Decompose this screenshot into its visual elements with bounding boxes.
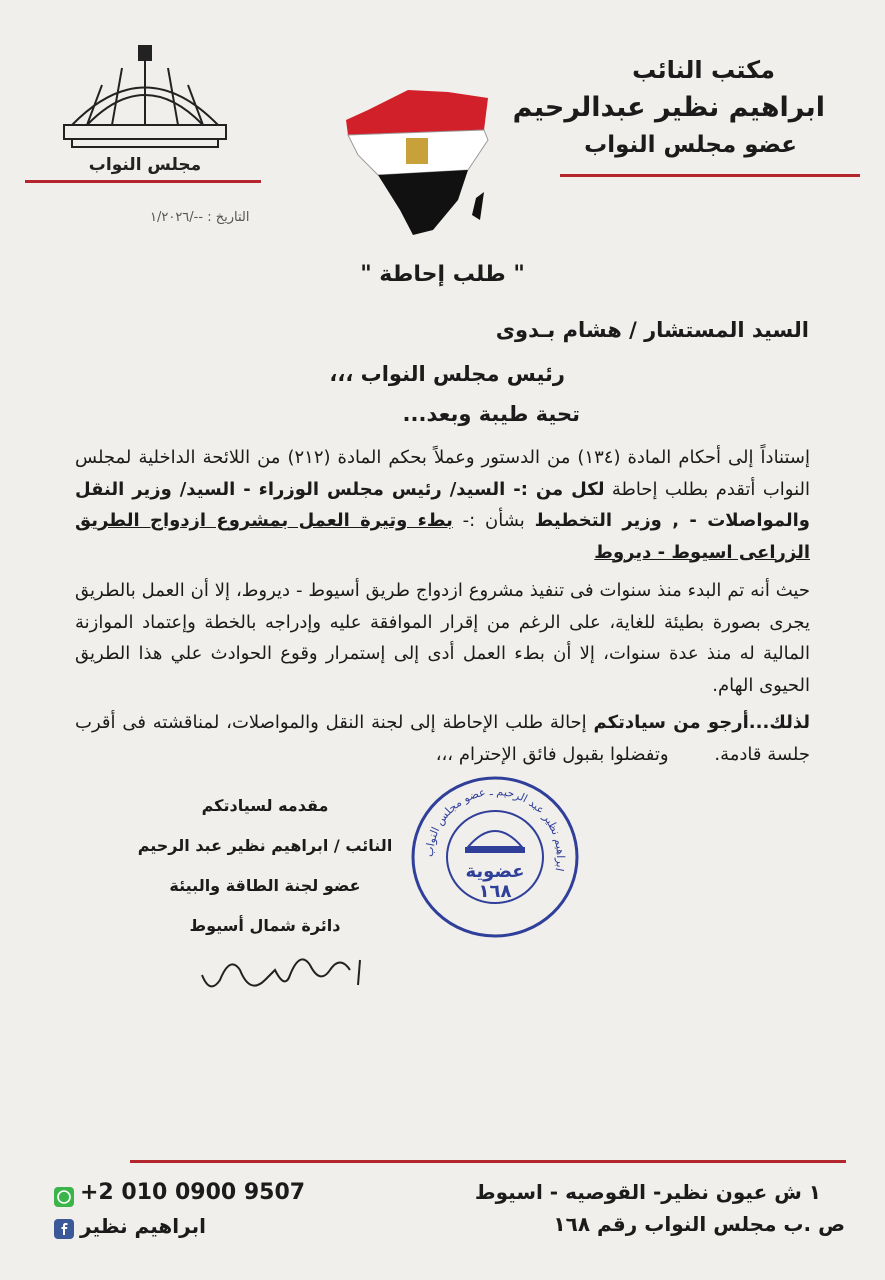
- addressee-position: رئيس مجلس النواب ،،،: [329, 362, 565, 386]
- stamp-number: ١٦٨: [478, 881, 512, 902]
- office-title: مكتب النائب: [632, 56, 775, 84]
- africa-egypt-flag-map-icon: [338, 80, 498, 242]
- header-divider-right: [560, 174, 860, 177]
- mp-name-heading: ابراهيم نظير عبدالرحيم: [512, 92, 825, 123]
- footer-facebook-name[interactable]: ابراهيم نظير: [80, 1214, 206, 1238]
- sig-line-district: دائرة شمال أسيوط: [189, 916, 341, 935]
- footer-phone[interactable]: +2 010 0900 9507: [80, 1180, 306, 1205]
- letter-date: التاريخ : --/١/٢٠٢٦: [150, 210, 250, 225]
- mp-role-subtitle: عضو مجلس النواب: [584, 132, 797, 158]
- facebook-icon: [54, 1219, 74, 1239]
- whatsapp-icon: [54, 1187, 74, 1207]
- official-stamp: [410, 775, 580, 940]
- footer-divider: [130, 1160, 846, 1163]
- footer-po-box: ص .ب مجلس النواب رقم ١٦٨: [553, 1212, 845, 1236]
- request-recipients: لكل من :- السيد/ رئيس مجلس الوزراء - السيد/ وزير النقل والمواصلات - , وزير التخطيط: [75, 478, 810, 531]
- handwritten-signature: [190, 940, 370, 1000]
- closing-lead: لذلك...أرجو من سيادتكم: [593, 712, 810, 733]
- request-subject-label: بشأن :-: [452, 510, 535, 531]
- stamp-ring-text: ابراهيم نظير عبد الرحيم ـ عضو مجلس النواب: [422, 784, 568, 873]
- request-intro: إستناداً إلى أحكام المادة (١٣٤) من الدستور وعملاً بحكم المادة (٢١٢) من اللائحة الداخلية لمجلس النواب أتقدم بطلب إحاطة: [75, 447, 811, 500]
- greeting: تحية طيبة وبعد...: [402, 402, 580, 426]
- logo-caption: مجلس النواب: [88, 155, 202, 175]
- closing-regards: وتفضلوا بقبول فائق الإحترام ،،،: [435, 743, 669, 765]
- addressee: السيد المستشار / هشام بـدوى: [495, 318, 809, 342]
- footer-address: ١ ش عيون نظير- القوصيه - اسيوط: [474, 1180, 821, 1204]
- signature-block: [135, 786, 395, 946]
- header-divider-left: [25, 180, 261, 183]
- sig-line-name: النائب / ابراهيم نظير عبد الرحيم: [137, 836, 393, 855]
- paragraph-request: [75, 442, 810, 568]
- closing-body: إحالة طلب الإحاطة إلى لجنة النقل والمواصلات، لمناقشته فى أقرب جلسة قادمة.: [75, 712, 810, 765]
- letter-title: " طلب إحاطة ": [360, 262, 525, 287]
- sig-line-committee: عضو لجنة الطاقة والبيئة: [169, 876, 361, 895]
- paragraph-justification: حيث أنه تم البدء منذ سنوات فى تنفيذ مشروع ازدواج طريق أسيوط - ديروط، إلا أن العمل بالطريق يجرى بصورة بطيئة للغاية، على الرغم من إقرار الموافقة عليه وإدراجه بالخطة وإعتماد الموازنة المالية له منذ عدة سنوات، إلا أن بطء العمل أدى إلى إستمرار وقوع الحوادث علي هذا الطريق الحيوى الهام.: [75, 580, 810, 696]
- parliament-dome-logo: [42, 40, 248, 180]
- sig-line-submitted: مقدمه لسيادتكم: [201, 796, 329, 815]
- paragraph-closing: [75, 707, 810, 770]
- request-subject: بطء وتيرة العمل بمشروع ازدواج الطريق الزراعى اسيوط - ديروط: [75, 510, 810, 563]
- stamp-word: عضوية: [465, 861, 525, 882]
